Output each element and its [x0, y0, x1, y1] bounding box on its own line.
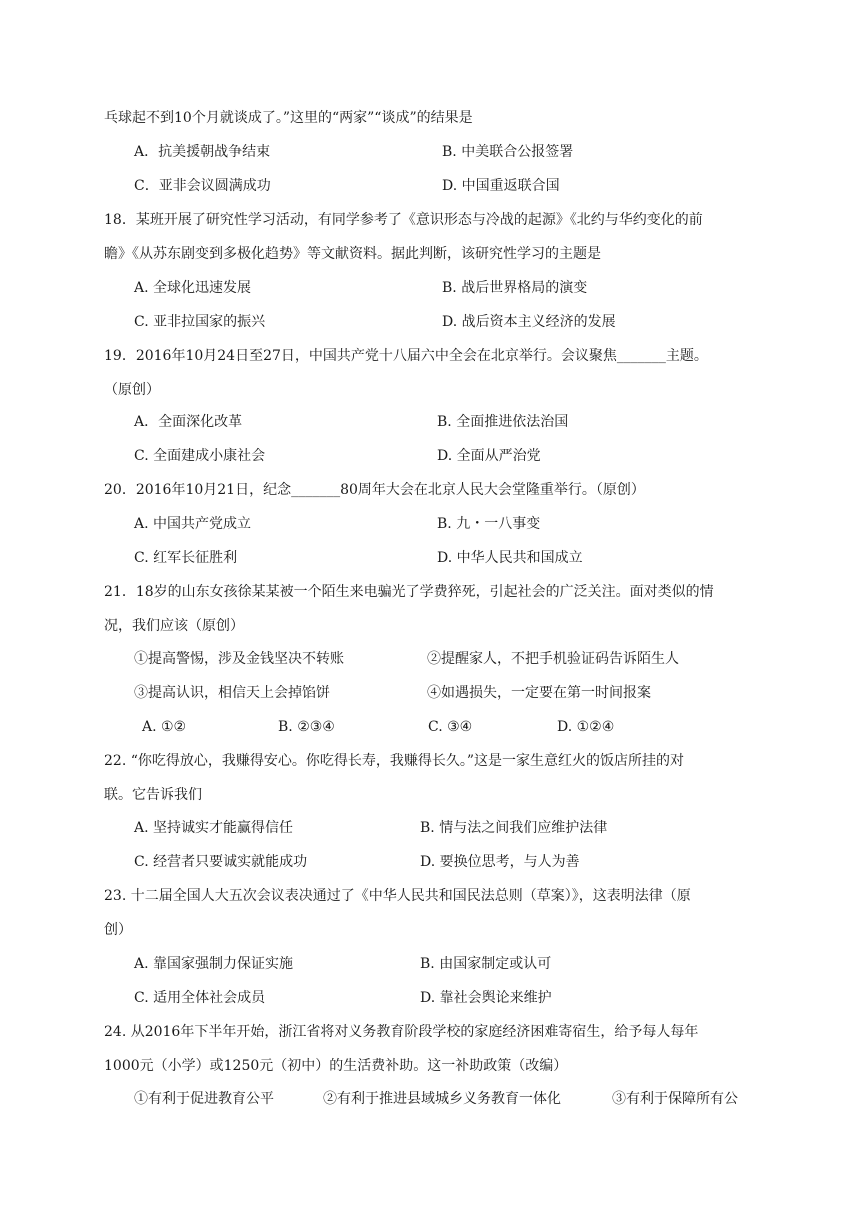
q20-option-d: D. 中华人民共和国成立 — [437, 550, 583, 566]
q21-stem-line1: 21．18岁的山东女孩徐某某被一个陌生来电骗光了学费猝死，引起社会的广泛关注。面对类似的情 — [104, 584, 714, 600]
q17-option-c: C．亚非会议圆满成功 — [134, 178, 271, 194]
q20-option-b: B. 九・一八事变 — [437, 516, 541, 532]
q24-statement-2: ②有利于推进县域城乡义务教育一体化 — [323, 1091, 561, 1107]
q24-stem-line2: 1000元（小学）或1250元（初中）的生活费补助。这一补助政策（改编） — [104, 1058, 568, 1074]
q18-option-a: A. 全球化迅速发展 — [134, 280, 252, 296]
q20-option-c: C. 红军长征胜利 — [134, 550, 238, 566]
q22-option-c: C. 经营者只要诚实就能成功 — [134, 854, 308, 870]
q19-stem-line2: （原创） — [104, 382, 160, 398]
q24-stem-line1: 24. 从2016年下半年开始，浙江省将对义务教育阶段学校的家庭经济困难寄宿生，给予每人每年 — [104, 1024, 699, 1040]
q21-statement-4: ④如遇损失，一定要在第一时间报案 — [427, 685, 651, 701]
q17-option-d: D. 中国重返联合国 — [442, 178, 560, 194]
q23-option-a: A. 靠国家强制力保证实施 — [134, 956, 294, 972]
q17-option-a: A．抗美援朝战争结束 — [134, 144, 271, 160]
q23-stem-line1: 23. 十二届全国人大五次会议表决通过了《中华人民共和国民法总则（草案）》，这表明法律（原 — [104, 888, 691, 904]
q21-statement-3: ③提高认识，相信天上会掉馅饼 — [134, 685, 330, 701]
q22-option-d: D. 要换位思考，与人为善 — [420, 854, 580, 870]
q17-option-b: B. 中美联合公报签署 — [442, 144, 574, 160]
q21-answer-b: B. ②③④ — [278, 719, 335, 735]
q23-option-b: B. 由国家制定或认可 — [420, 956, 552, 972]
q21-answer-d: D. ①②④ — [557, 719, 615, 735]
q20-stem: 20．2016年10月21日，纪念_______80周年大会在北京人民大会堂隆重举行。（原创） — [104, 482, 645, 498]
q22-option-b: B. 情与法之间我们应维护法律 — [420, 820, 608, 836]
q23-option-d: D. 靠社会舆论来维护 — [420, 990, 552, 1006]
q18-stem-line2: 瞻》《从苏东剧变到多极化趋势》等文献资料。据此判断，该研究性学习的主题是 — [104, 246, 601, 262]
q22-stem-line2: 联。它告诉我们 — [104, 787, 202, 803]
q18-stem-line1: 18．某班开展了研究性学习活动，有同学参考了《意识形态与冷战的起源》《北约与华约变化的前 — [104, 212, 703, 228]
q21-answer-c: C. ③④ — [428, 719, 473, 735]
q21-stem-line2: 况，我们应该（原创） — [104, 618, 244, 634]
q18-option-b: B. 战后世界格局的演变 — [442, 280, 588, 296]
q21-answer-a: A. ①② — [142, 719, 187, 735]
q19-stem-line1: 19．2016年10月24日至27日，中国共产党十八届六中全会在北京举行。会议聚焦_______主题。 — [104, 348, 708, 364]
q18-option-d: D. 战后资本主义经济的发展 — [442, 314, 616, 330]
q24-statement-1: ①有利于促进教育公平 — [134, 1091, 274, 1107]
q23-stem-line2: 创） — [104, 922, 132, 938]
q19-option-d: D. 全面从严治党 — [437, 448, 541, 464]
q20-option-a: A. 中国共产党成立 — [134, 516, 252, 532]
q22-stem-line1: 22. “你吃得放心，我赚得安心。你吃得长寿，我赚得长久。”这是一家生意红火的饭店所挂的对 — [104, 753, 685, 769]
q18-option-c: C. 亚非拉国家的振兴 — [134, 314, 266, 330]
q24-statement-3: ③有利于保障所有公 — [612, 1091, 738, 1107]
q21-statement-1: ①提高警惕，涉及金钱坚决不转账 — [134, 651, 344, 667]
q17-stem: 乓球起不到10个月就谈成了。”这里的“两家”“谈成”的结果是 — [104, 110, 473, 126]
q19-option-a: A．全面深化改革 — [134, 414, 243, 430]
q23-option-c: C. 适用全体社会成员 — [134, 990, 266, 1006]
q21-statement-2: ②提醒家人，不把手机验证码告诉陌生人 — [427, 651, 679, 667]
q22-option-a: A. 坚持诚实才能赢得信任 — [134, 820, 294, 836]
q19-option-b: B. 全面推进依法治国 — [437, 414, 569, 430]
q19-option-c: C. 全面建成小康社会 — [134, 448, 266, 464]
